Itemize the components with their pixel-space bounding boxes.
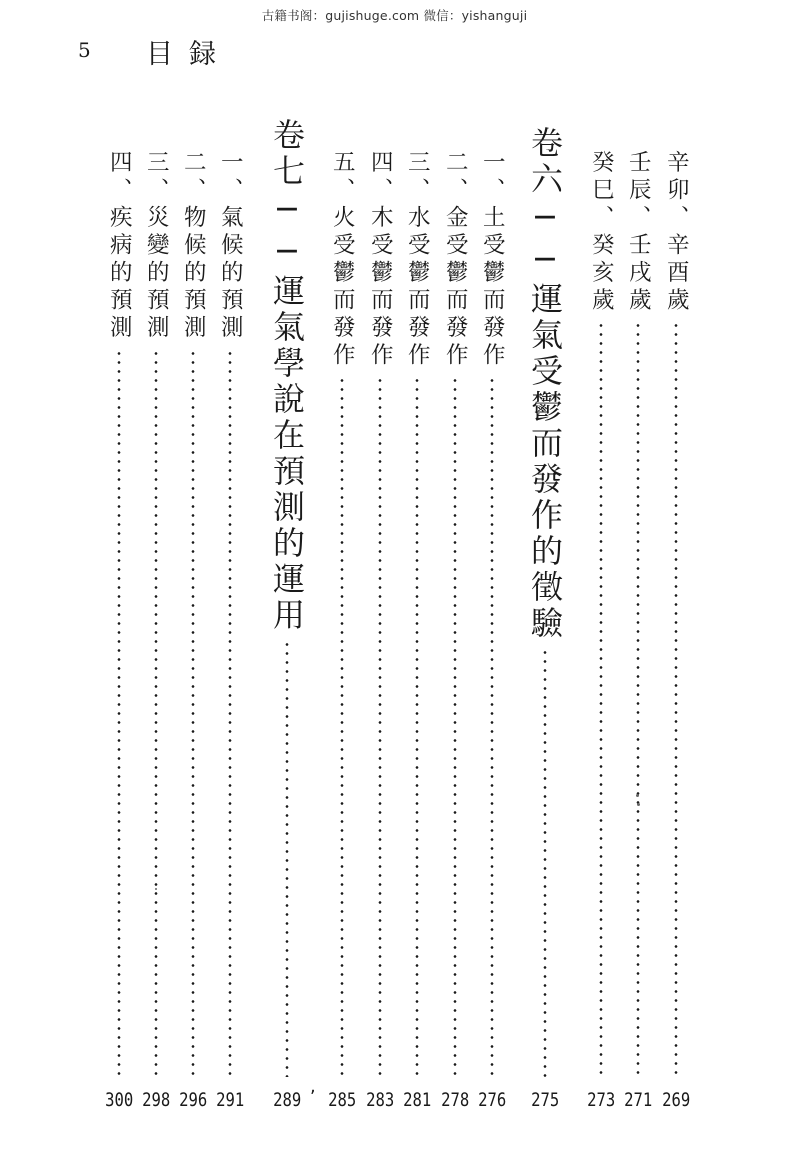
toc-entry-title: 辛卯、辛酉歲 <box>663 150 690 315</box>
toc-entry-title: 三、災變的預測 <box>143 150 170 343</box>
toc-entry-juan6-5[interactable] <box>326 150 358 1110</box>
dot-leader <box>636 321 640 1077</box>
toc-entry-page: 281 <box>402 1089 432 1111</box>
toc-entry-title: 二、金受鬱而發作 <box>442 150 469 370</box>
dot-leader <box>340 376 344 1077</box>
dot-leader <box>378 376 382 1077</box>
dot-leader <box>674 321 678 1077</box>
dot-leader <box>599 321 603 1077</box>
scan-speck <box>636 794 639 797</box>
dot-leader <box>415 376 419 1077</box>
toc-entry-juan7-1[interactable] <box>214 150 246 1110</box>
dot-leader <box>191 349 195 1078</box>
dot-leader <box>490 376 494 1077</box>
toc-chapter-page: 289 <box>272 1089 302 1111</box>
toc-entry-page: 271 <box>623 1089 653 1111</box>
toc-entry-juan6-3[interactable] <box>401 150 433 1110</box>
toc-chapter-juan6[interactable] <box>524 126 566 1110</box>
page-number: 5 <box>78 38 91 62</box>
toc-entry-title: 癸巳、癸亥歲 <box>588 150 615 315</box>
scan-speck <box>637 803 640 806</box>
toc-entry-page: 278 <box>440 1089 470 1111</box>
toc-chapter-title: 卷七──運氣學說在預測的運用 <box>268 118 306 634</box>
toc-entry-page: 273 <box>586 1089 616 1111</box>
toc-entry-title: 一、土受鬱而發作 <box>479 150 506 370</box>
dot-leader <box>228 349 232 1078</box>
toc-entry-title: 一、氣候的預測 <box>217 150 244 343</box>
toc-entry-page: 283 <box>365 1089 395 1111</box>
toc-entry-page: 276 <box>477 1089 507 1111</box>
toc-entry-title: 五、火受鬱而發作 <box>329 150 356 370</box>
toc-entry-juan7-3[interactable] <box>140 150 172 1110</box>
toc-entry-xinmao-xinyou[interactable] <box>660 150 692 1110</box>
dot-leader <box>154 349 158 1078</box>
toc-entry-title: 三、水受鬱而發作 <box>404 150 431 370</box>
toc-entry-page: 300 <box>104 1089 134 1111</box>
dot-leader <box>117 349 121 1078</box>
toc-entry-juan7-2[interactable] <box>177 150 209 1110</box>
page-title: 目録 <box>146 39 232 70</box>
dot-leader <box>453 376 457 1077</box>
toc-chapter-page: 275 <box>530 1089 560 1111</box>
toc-entry-juan6-1[interactable] <box>476 150 508 1110</box>
toc-entry-page: 285 <box>327 1089 357 1111</box>
toc-entry-title: 四、疾病的預測 <box>106 150 133 343</box>
toc-entry-page: 298 <box>141 1089 171 1111</box>
watermark-text: 古籍书阁：gujishuge.com 微信：yishanguji <box>261 8 528 23</box>
toc-entry-juan6-2[interactable] <box>439 150 471 1110</box>
toc-entry-title: 二、物候的預測 <box>180 150 207 343</box>
scan-speck <box>155 888 157 890</box>
dot-leader <box>285 640 289 1077</box>
toc-chapter-juan7[interactable] <box>266 118 308 1110</box>
dot-leader <box>543 648 547 1077</box>
stray-comma-mark: , <box>310 1076 316 1097</box>
toc-entry-guisi-guihai[interactable] <box>585 150 617 1110</box>
toc-entry-page: 296 <box>178 1089 208 1111</box>
toc-entry-title: 四、木受鬱而發作 <box>367 150 394 370</box>
toc-chapter-title: 卷六──運氣受鬱而發作的徵驗 <box>526 126 564 642</box>
toc-entry-renchen-renxu[interactable] <box>622 150 654 1110</box>
toc-entry-title: 壬辰、壬戌歲 <box>625 150 652 315</box>
toc-entry-page: 291 <box>215 1089 245 1111</box>
toc-entry-page: 269 <box>661 1089 691 1111</box>
toc-entry-juan6-4[interactable] <box>364 150 396 1110</box>
toc-entry-juan7-4[interactable] <box>103 150 135 1110</box>
